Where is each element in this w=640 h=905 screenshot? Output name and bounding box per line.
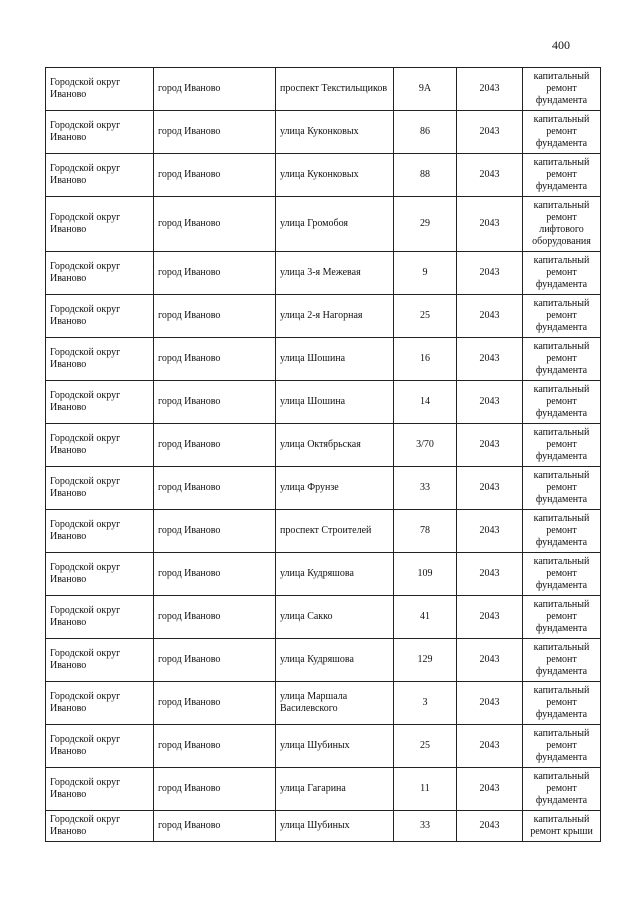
district-cell: Городской округ Иваново xyxy=(46,682,154,725)
street-cell: улица Куконковых xyxy=(276,154,394,197)
table-row xyxy=(46,811,601,842)
district-cell: Городской округ Иваново xyxy=(46,381,154,424)
work-type-cell: капитальный ремонт фундамента xyxy=(523,252,601,295)
district-cell: Городской округ Иваново xyxy=(46,768,154,811)
work-type-cell: капитальный ремонт фундамента xyxy=(523,467,601,510)
page-number: 400 xyxy=(552,38,570,52)
street-cell: проспект Строителей xyxy=(276,510,394,553)
street-cell: улица Шошина xyxy=(276,381,394,424)
district-cell: Городской округ Иваново xyxy=(46,252,154,295)
table-body xyxy=(46,68,601,842)
street-cell: улица Шубиных xyxy=(276,811,394,842)
table-row xyxy=(46,111,601,154)
house-number-cell: 3/70 xyxy=(394,424,457,467)
district-cell: Городской округ Иваново xyxy=(46,510,154,553)
street-cell: улица Шошина xyxy=(276,338,394,381)
street-cell: улица Гагарина xyxy=(276,768,394,811)
house-number-cell: 109 xyxy=(394,553,457,596)
district-cell: Городской округ Иваново xyxy=(46,553,154,596)
year-cell: 2043 xyxy=(457,768,523,811)
year-cell: 2043 xyxy=(457,111,523,154)
district-cell: Городской округ Иваново xyxy=(46,424,154,467)
district-cell: Городской округ Иваново xyxy=(46,154,154,197)
city-cell: город Иваново xyxy=(154,111,276,154)
street-cell: улица 2-я Нагорная xyxy=(276,295,394,338)
work-type-cell: капитальный ремонт фундамента xyxy=(523,381,601,424)
year-cell: 2043 xyxy=(457,252,523,295)
street-cell: улица Маршала Василевского xyxy=(276,682,394,725)
table-row xyxy=(46,768,601,811)
work-type-cell: капитальный ремонт фундамента xyxy=(523,553,601,596)
year-cell: 2043 xyxy=(457,197,523,252)
street-cell: улица Куконковых xyxy=(276,111,394,154)
year-cell: 2043 xyxy=(457,682,523,725)
city-cell: город Иваново xyxy=(154,197,276,252)
city-cell: город Иваново xyxy=(154,68,276,111)
district-cell: Городской округ Иваново xyxy=(46,68,154,111)
year-cell: 2043 xyxy=(457,68,523,111)
house-number-cell: 11 xyxy=(394,768,457,811)
work-type-cell: капитальный ремонт фундамента xyxy=(523,111,601,154)
street-cell: улица Сакко xyxy=(276,596,394,639)
city-cell: город Иваново xyxy=(154,682,276,725)
year-cell: 2043 xyxy=(457,295,523,338)
city-cell: город Иваново xyxy=(154,725,276,768)
district-cell: Городской округ Иваново xyxy=(46,725,154,768)
district-cell: Городской округ Иваново xyxy=(46,811,154,842)
work-type-cell: капитальный ремонт фундамента xyxy=(523,154,601,197)
city-cell: город Иваново xyxy=(154,252,276,295)
city-cell: город Иваново xyxy=(154,467,276,510)
house-number-cell: 33 xyxy=(394,811,457,842)
year-cell: 2043 xyxy=(457,811,523,842)
district-cell: Городской округ Иваново xyxy=(46,467,154,510)
work-type-cell: капитальный ремонт фундамента xyxy=(523,682,601,725)
table-row xyxy=(46,682,601,725)
house-number-cell: 88 xyxy=(394,154,457,197)
city-cell: город Иваново xyxy=(154,381,276,424)
house-number-cell: 25 xyxy=(394,295,457,338)
work-type-cell: капитальный ремонт крыши xyxy=(523,811,601,842)
work-type-cell: капитальный ремонт фундамента xyxy=(523,338,601,381)
city-cell: город Иваново xyxy=(154,639,276,682)
city-cell: город Иваново xyxy=(154,811,276,842)
street-cell: улица Фрунзе xyxy=(276,467,394,510)
table-row xyxy=(46,725,601,768)
district-cell: Городской округ Иваново xyxy=(46,197,154,252)
table-row xyxy=(46,553,601,596)
year-cell: 2043 xyxy=(457,467,523,510)
house-number-cell: 33 xyxy=(394,467,457,510)
work-type-cell: капитальный ремонт фундамента xyxy=(523,725,601,768)
district-cell: Городской округ Иваново xyxy=(46,338,154,381)
house-number-cell: 86 xyxy=(394,111,457,154)
table-row xyxy=(46,510,601,553)
district-cell: Городской округ Иваново xyxy=(46,295,154,338)
work-type-cell: капитальный ремонт лифтового оборудования xyxy=(523,197,601,252)
street-cell: проспект Текстильщиков xyxy=(276,68,394,111)
year-cell: 2043 xyxy=(457,338,523,381)
work-type-cell: капитальный ремонт фундамента xyxy=(523,510,601,553)
street-cell: улица 3-я Межевая xyxy=(276,252,394,295)
table-row xyxy=(46,381,601,424)
table-row xyxy=(46,68,601,111)
work-type-cell: капитальный ремонт фундамента xyxy=(523,295,601,338)
house-number-cell: 3 xyxy=(394,682,457,725)
city-cell: город Иваново xyxy=(154,510,276,553)
street-cell: улица Шубиных xyxy=(276,725,394,768)
city-cell: город Иваново xyxy=(154,768,276,811)
work-type-cell: капитальный ремонт фундамента xyxy=(523,424,601,467)
table-row xyxy=(46,154,601,197)
year-cell: 2043 xyxy=(457,154,523,197)
year-cell: 2043 xyxy=(457,424,523,467)
table-row xyxy=(46,424,601,467)
house-number-cell: 25 xyxy=(394,725,457,768)
house-number-cell: 16 xyxy=(394,338,457,381)
housing-repair-table xyxy=(45,67,601,842)
year-cell: 2043 xyxy=(457,596,523,639)
house-number-cell: 9 xyxy=(394,252,457,295)
house-number-cell: 29 xyxy=(394,197,457,252)
house-number-cell: 129 xyxy=(394,639,457,682)
city-cell: город Иваново xyxy=(154,154,276,197)
street-cell: улица Громобоя xyxy=(276,197,394,252)
table-row xyxy=(46,596,601,639)
street-cell: улица Октябрьская xyxy=(276,424,394,467)
year-cell: 2043 xyxy=(457,553,523,596)
district-cell: Городской округ Иваново xyxy=(46,111,154,154)
house-number-cell: 78 xyxy=(394,510,457,553)
city-cell: город Иваново xyxy=(154,596,276,639)
table-row xyxy=(46,295,601,338)
table-row xyxy=(46,197,601,252)
city-cell: город Иваново xyxy=(154,424,276,467)
district-cell: Городской округ Иваново xyxy=(46,596,154,639)
table-row xyxy=(46,639,601,682)
work-type-cell: капитальный ремонт фундамента xyxy=(523,68,601,111)
year-cell: 2043 xyxy=(457,725,523,768)
city-cell: город Иваново xyxy=(154,295,276,338)
house-number-cell: 41 xyxy=(394,596,457,639)
year-cell: 2043 xyxy=(457,510,523,553)
street-cell: улица Кудряшова xyxy=(276,553,394,596)
city-cell: город Иваново xyxy=(154,338,276,381)
year-cell: 2043 xyxy=(457,381,523,424)
house-number-cell: 9А xyxy=(394,68,457,111)
district-cell: Городской округ Иваново xyxy=(46,639,154,682)
table-row xyxy=(46,467,601,510)
work-type-cell: капитальный ремонт фундамента xyxy=(523,596,601,639)
table-row xyxy=(46,338,601,381)
table-row xyxy=(46,252,601,295)
city-cell: город Иваново xyxy=(154,553,276,596)
work-type-cell: капитальный ремонт фундамента xyxy=(523,639,601,682)
street-cell: улица Кудряшова xyxy=(276,639,394,682)
work-type-cell: капитальный ремонт фундамента xyxy=(523,768,601,811)
house-number-cell: 14 xyxy=(394,381,457,424)
year-cell: 2043 xyxy=(457,639,523,682)
